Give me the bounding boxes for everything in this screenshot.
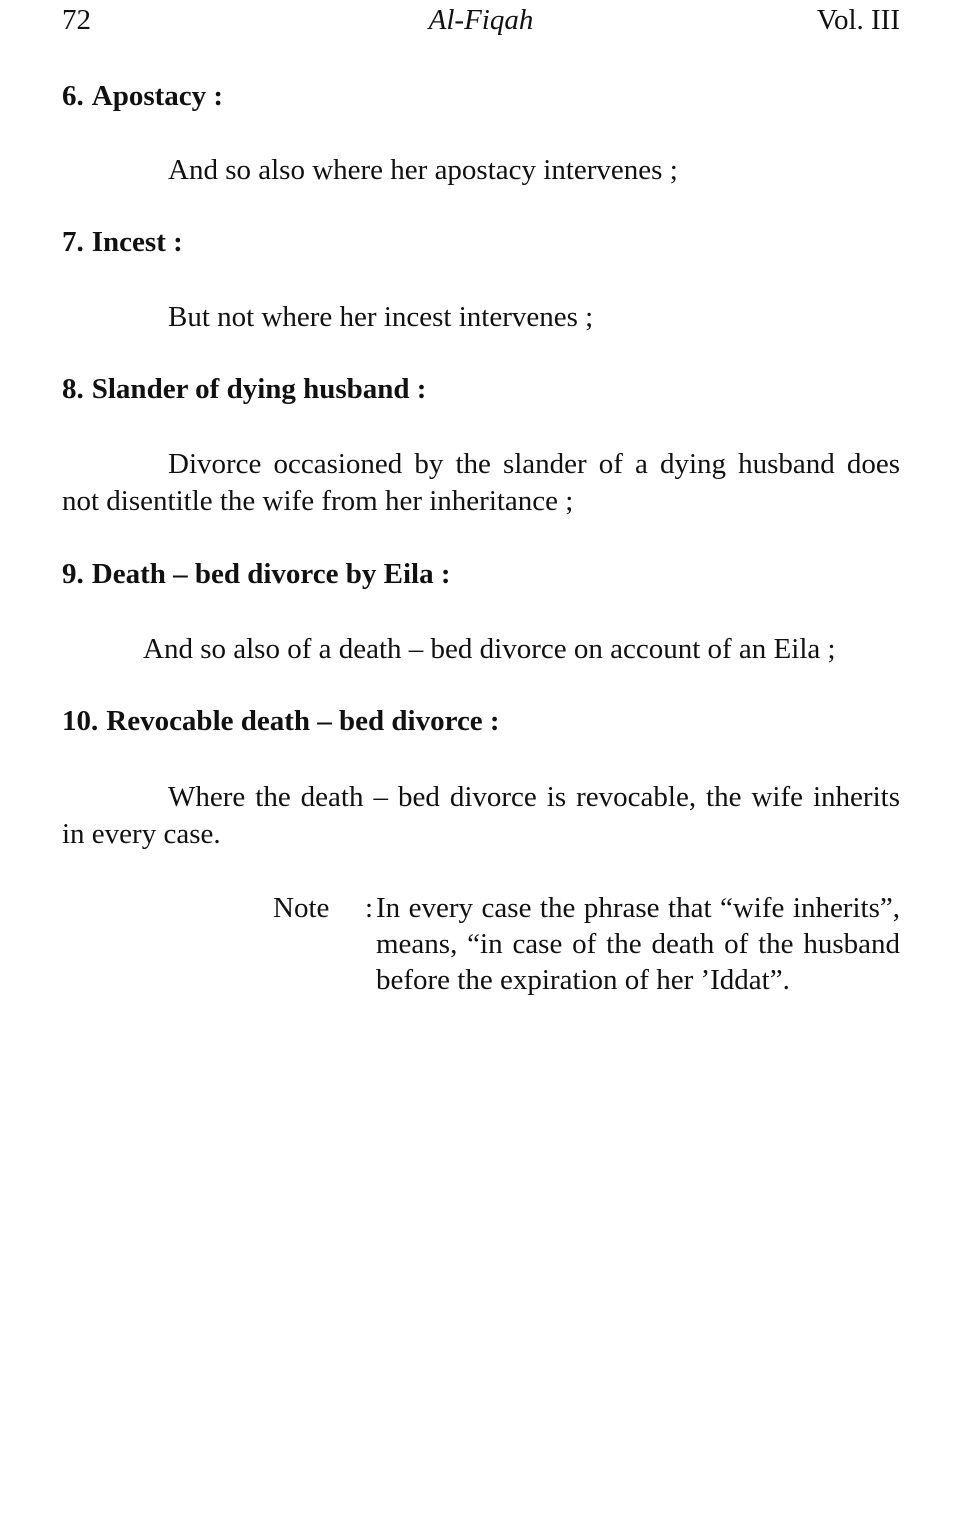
section-heading-eila [62,558,451,591]
section-number: 9. [62,558,84,590]
section-number: 10. [62,705,99,737]
page-number: 72 [62,4,91,36]
section-heading-incest [62,226,183,259]
note-label: Note [273,892,330,924]
running-header [62,4,900,44]
section-text-revocable: Where the death – bed divorce is revocable, the wife inherits in every case. [62,781,900,850]
section-number: 8. [62,373,84,405]
section-number: 7. [62,226,84,258]
section-title: Death – bed divorce by Eila : [91,558,451,590]
volume-label: Vol. III [816,4,900,36]
section-text-eila: And so also of a death – bed divorce on account of an Eila ; [143,633,836,665]
note-block [273,890,900,998]
section-title: Incest : [91,226,183,258]
note-colon: : [365,892,374,924]
section-heading-revocable [62,705,500,738]
section-text-apostacy: And so also where her apostacy intervenes ; [168,154,678,186]
book-title: Al-Fiqah [428,4,534,36]
section-title: Apostacy : [91,80,224,112]
section-number: 6. [62,80,84,112]
note-text: In every case the phrase that “wife inherits”, means, “in case of the death of the husband before the expiration of her ’Iddat”. [376,892,900,996]
section-text-slander: Divorce occasioned by the slander of a dying husband does not disentitle the wife from her inheritance ; [62,448,900,517]
section-title: Revocable death – bed divorce : [106,705,500,737]
section-title: Slander of dying husband : [91,373,427,405]
section-heading-apostacy [62,80,223,113]
section-heading-slander [62,373,426,406]
section-text-incest: But not where her incest intervenes ; [168,301,594,333]
